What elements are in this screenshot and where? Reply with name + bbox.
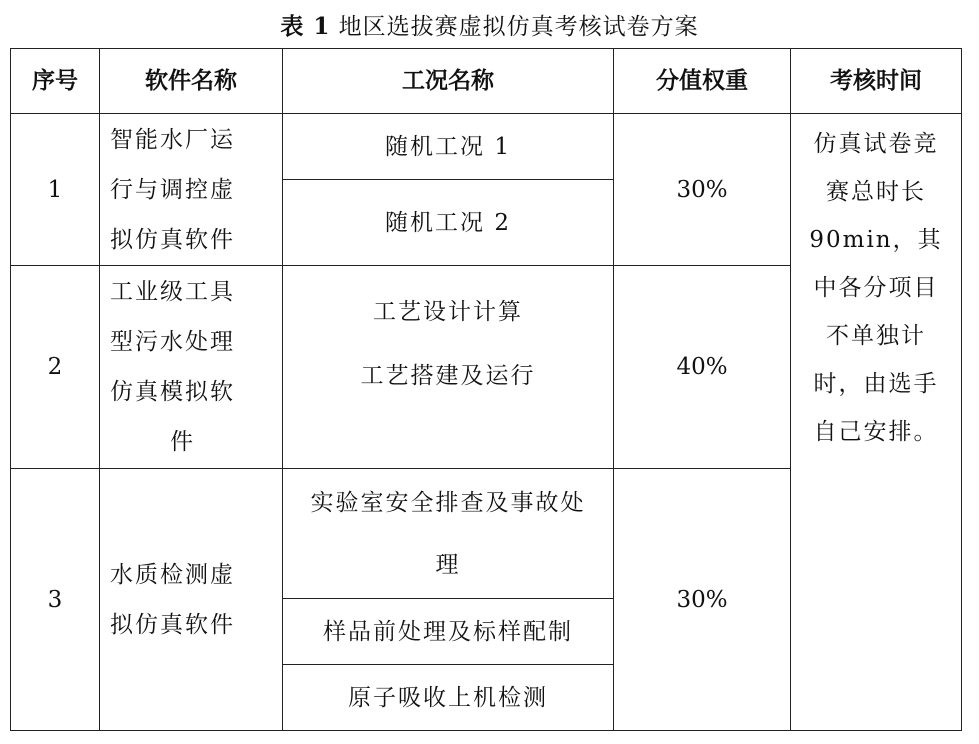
- exam-plan-table: [10, 48, 962, 731]
- table-row: [11, 114, 962, 180]
- table-title-text: 地区选拔赛虚拟仿真考核试卷方案: [338, 14, 699, 40]
- condition-name: 随机工况 2: [283, 180, 614, 266]
- header-no: 序号: [11, 49, 100, 114]
- condition-name: 实验室安全排查及事故处 理: [283, 469, 614, 599]
- software-name: 智能水厂运 行与调控虚 拟仿真软件: [100, 114, 283, 266]
- header-time: 考核时间: [791, 49, 962, 114]
- software-name: 水质检测虚 拟仿真软件: [100, 469, 283, 731]
- condition-name: 工艺设计计算 工艺搭建及运行: [283, 266, 614, 469]
- header-weight: 分值权重: [614, 49, 791, 114]
- table-title-number: 1: [313, 13, 331, 40]
- row-number: 3: [11, 469, 100, 731]
- row-number: 1: [11, 114, 100, 266]
- software-name: 工业级工具 型污水处理 仿真模拟软 件: [100, 266, 283, 469]
- condition-name: 原子吸收上机检测: [283, 665, 614, 731]
- header-row: [11, 49, 962, 114]
- header-software: 软件名称: [100, 49, 283, 114]
- header-condition: 工况名称: [283, 49, 614, 114]
- condition-name: 随机工况 1: [283, 114, 614, 180]
- row-number: 2: [11, 266, 100, 469]
- exam-time-note: 仿真试卷竞 赛总时长 90min，其 中各分项目 不单独计 时，由选手 自己安排。: [791, 114, 962, 731]
- table-title-prefix: 表: [280, 13, 305, 40]
- weight-value: 30%: [614, 114, 791, 266]
- table-title: [0, 8, 979, 41]
- condition-name: 样品前处理及标样配制: [283, 599, 614, 665]
- weight-value: 40%: [614, 266, 791, 469]
- weight-value: 30%: [614, 469, 791, 731]
